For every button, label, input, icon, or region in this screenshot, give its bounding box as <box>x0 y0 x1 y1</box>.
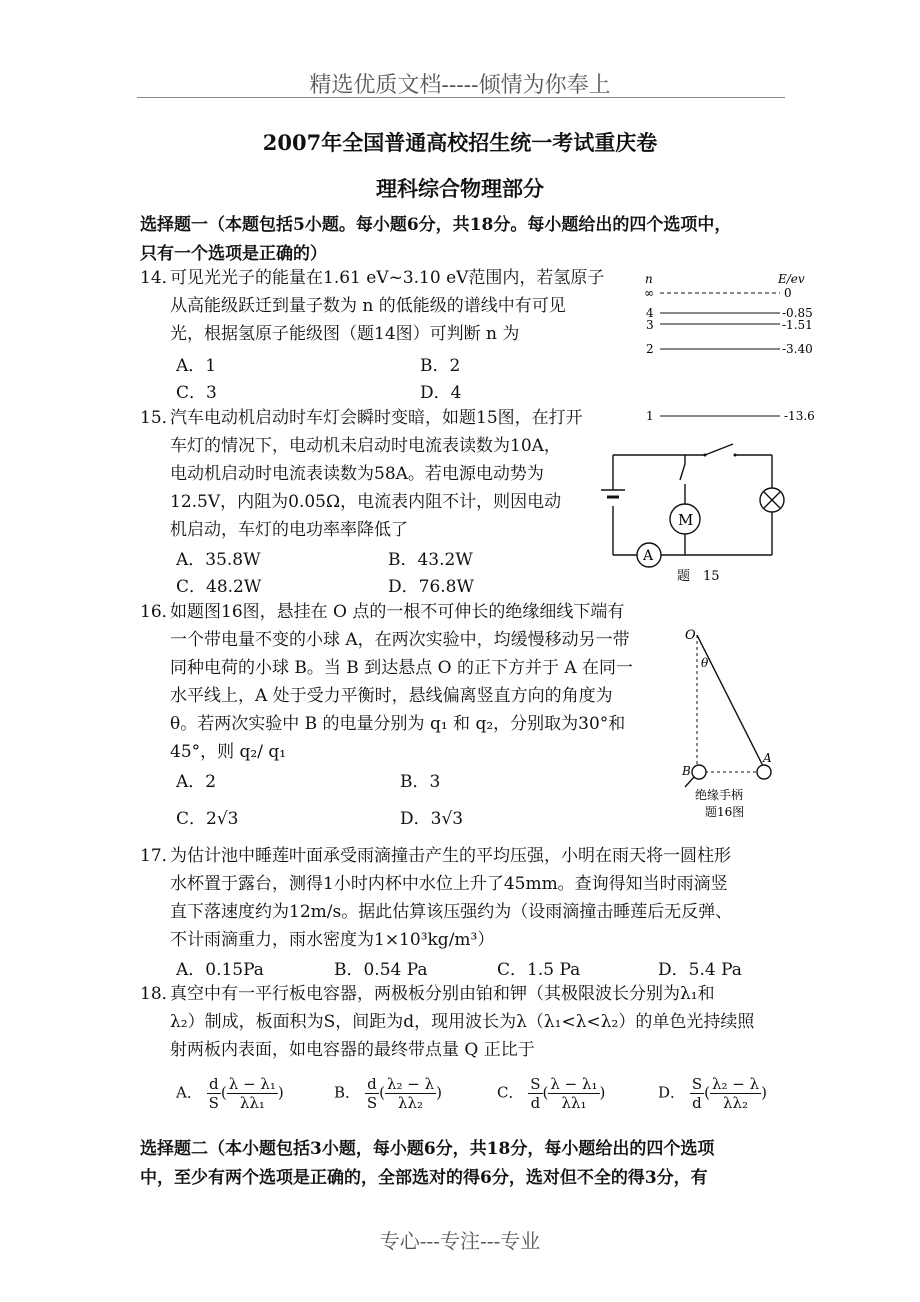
q15-line3: 电动机启动时电流表读数为58A。若电源电动势为 <box>170 464 544 484</box>
ball-a-icon <box>757 765 771 779</box>
exam-subtitle: 理科综合物理部分 <box>376 176 544 201</box>
q14-option-d: D．4 <box>420 383 462 403</box>
q15-option-d: D．76.8W <box>388 577 474 597</box>
section2-line2: 中，至少有两个选项是正确的，全部选对的得6分，选对但不全的得3分，有 <box>140 1168 708 1188</box>
energy-level-3-n: 3 <box>646 318 654 332</box>
q16-option-c: C．2√3 <box>176 809 239 829</box>
question-15 <box>140 404 640 544</box>
energy-level-diagram <box>640 268 830 428</box>
q18-a-frac1-den: S <box>208 1094 219 1112</box>
q16-option-b: B．3 <box>400 772 441 792</box>
q18-option-c: C． $\frac{S}{d}$ ( $\frac{\text{λ − λ₁}}{\text{λλ₁}}$ ) <box>497 1075 606 1112</box>
q18-c-frac2-num: λ − λ₁ <box>550 1075 598 1093</box>
q15-option-b: B．43.2W <box>388 550 473 570</box>
energy-n-label: n <box>645 272 653 286</box>
energy-level-inf-n: ∞ <box>644 286 654 300</box>
q16-line5: θ。若两次实验中 B 的电量分别为 q₁ 和 q₂，分别取为30°和 <box>170 714 626 734</box>
motor-label: M <box>678 511 694 529</box>
q18-line3: 射两板内表面，如电容器的最终带点量 Q 正比于 <box>170 1040 535 1060</box>
question-14 <box>140 264 640 348</box>
q17-number: 17． <box>140 846 179 866</box>
energy-level-4-e: -0.85 <box>782 306 813 320</box>
section1-instructions <box>140 211 785 269</box>
q17-option-d: D．5.4 Pa <box>658 960 742 980</box>
section1-line1: 选择题一（本题包括5小题。每小题6分，共18分。每小题给出的四个选项中， <box>140 215 732 235</box>
q18-c-frac1-den: d <box>530 1094 541 1112</box>
q17-option-a: A．0.15Pa <box>176 960 264 980</box>
page-header: 精选优质文档-----倾情为你奉上 <box>309 73 611 98</box>
exam-title: 2007年全国普通高校招生统一考试重庆卷 <box>262 130 658 155</box>
circuit-diagram <box>595 440 795 588</box>
ball-b-icon <box>692 765 706 779</box>
q18-b-frac1-den: S <box>366 1094 378 1112</box>
string-line <box>697 635 764 768</box>
q18-option-a: A． $\frac{d}{S}$ ( $\frac{\text{λ − λ₁}}{\text{λλ₁}}$ ) <box>176 1075 284 1112</box>
section1-line2: 只有一个选项是正确的） <box>140 244 327 264</box>
q16-line1: 如题图16图，悬挂在 O 点的一根不可伸长的绝缘细线下端有 <box>170 602 625 622</box>
q18-d-frac1-num: S <box>691 1075 703 1093</box>
q18-option-d-label: D． <box>658 1083 686 1102</box>
q18-b-frac2-den: λλ₂ <box>398 1094 424 1112</box>
ball-a-label: A <box>763 751 772 765</box>
theta-label: θ <box>701 656 709 670</box>
q15-number: 15． <box>140 408 179 428</box>
q18-option-d: D． $\frac{S}{d}$ ( $\frac{\text{λ₂ − λ}}{\text{λλ₂}}$ ) <box>658 1075 767 1112</box>
question-17 <box>140 842 790 954</box>
q16-option-a: A．2 <box>176 772 217 792</box>
energy-level-1 <box>646 409 815 423</box>
q18-b-frac1-num: d <box>365 1075 379 1094</box>
header-rule <box>137 97 785 98</box>
question-18 <box>140 980 790 1064</box>
motor-icon <box>670 504 700 534</box>
q17-line4: 不计雨滴重力，雨水密度为1×10³kg/m³） <box>170 930 495 950</box>
q15-line4: 12.5V，内阻为0.05Ω，电流表内阻不计，则因电动 <box>170 492 562 512</box>
page-footer: 专心---专注---专业 <box>379 1229 541 1253</box>
q14-line3: 光，根据氢原子能级图（题14图）可判断 n 为 <box>170 324 520 344</box>
q15-line1: 汽车电动机启动时车灯会瞬时变暗，如题15图，在打开 <box>170 408 583 428</box>
q16-line6: 45°，则 q₂/ q₁ <box>170 742 287 762</box>
q15-option-a: A．35.8W <box>176 550 261 570</box>
q14-line2: 从高能级跃迁到量子数为 n 的低能级的谱线中有可见 <box>170 296 566 316</box>
q18-d-frac2-num: λ₂ − λ <box>711 1075 760 1093</box>
q17-option-b: B．0.54 Pa <box>334 960 428 980</box>
q18-d-frac1-den: d <box>692 1094 702 1112</box>
q14-option-c: C．3 <box>176 383 217 403</box>
q15-option-c: C．48.2W <box>176 577 262 597</box>
q18-number: 18． <box>140 984 179 1004</box>
energy-e-label: E/ev <box>778 272 805 286</box>
q14-line1: 可见光光子的能量在1.61 eV~3.10 eV范围内，若氢原子 <box>170 268 605 288</box>
pendulum-diagram <box>675 625 795 825</box>
q18-option-b-label: B． <box>334 1083 361 1102</box>
lamp-icon <box>760 488 784 512</box>
energy-level-3-e: -1.51 <box>782 318 813 332</box>
energy-level-1-n: 1 <box>646 409 654 423</box>
q18-c-frac1-num: S <box>530 1075 541 1093</box>
q18-a-frac2-num: λ − λ₁ <box>228 1075 276 1093</box>
q18-d-frac2-den: λλ₂ <box>723 1094 749 1112</box>
q17-line2: 水杯置于露台，测得1小时内杯中水位上升了45mm。查询得知当时雨滴竖 <box>170 874 728 894</box>
section2-line1: 选择题二（本小题包括3小题，每小题6分，共18分，每小题给出的四个选项 <box>140 1139 715 1159</box>
point-o-label: O <box>685 628 696 643</box>
energy-level-1-e: -13.6 <box>784 409 815 423</box>
energy-level-2-e: -3.40 <box>782 342 813 356</box>
pendulum-caption: 题16图 <box>705 805 745 819</box>
q17-line3: 直下落速度约为12m/s。据此估算该压强约为（设雨滴撞击睡莲后无反弹、 <box>170 902 733 922</box>
q18-line1: 真空中有一平行板电容器，两极板分别由铂和钾（其极限波长分别为λ₁和 <box>170 984 715 1004</box>
energy-level-2-n: 2 <box>646 342 654 356</box>
q16-line3: 同种电荷的小球 B。当 B 到达悬点 O 的正下方并于 A 在同一 <box>170 658 634 678</box>
q18-c-frac2-den: λλ₁ <box>561 1094 587 1112</box>
q16-line2: 一个带电量不变的小球 A，在两次实验中，均缓慢移动另一带 <box>170 630 630 650</box>
ammeter-label: A <box>643 548 654 564</box>
energy-level-inf-e: 0 <box>784 286 792 300</box>
q18-option-a-label: A． <box>176 1083 202 1102</box>
energy-level-4-n: 4 <box>646 306 654 320</box>
q15-line2: 车灯的情况下，电动机未启动时电流表读数为10A， <box>170 436 561 456</box>
q16-line4: 水平线上，A 处于受力平衡时，悬线偏离竖直方向的角度为 <box>170 686 613 706</box>
q18-b-frac2-num: λ₂ − λ <box>386 1075 435 1093</box>
q18-line2: λ₂）制成，板面积为S，间距为d，现用波长为λ（λ₁<λ<λ₂）的单色光持续照 <box>170 1012 755 1032</box>
q14-number: 14． <box>140 268 179 288</box>
q18-a-frac2-den: λλ₁ <box>239 1094 265 1112</box>
q14-option-b: B．2 <box>420 356 461 376</box>
ball-b-label: B <box>682 764 691 778</box>
q18-option-b: B． $\frac{d}{S}$ ( $\frac{\text{λ₂ − λ}}{\text{λλ₂}}$ ) <box>334 1075 442 1112</box>
q15-line5: 机启动，车灯的电功率率降低了 <box>170 520 408 540</box>
energy-level-2 <box>646 342 813 356</box>
q16-number: 16． <box>140 602 179 622</box>
energy-level-inf <box>644 286 792 300</box>
q18-a-frac1-num: d <box>207 1075 221 1094</box>
q17-line1: 为估计池中睡莲叶面承受雨滴撞击产生的平均压强，小明在雨天将一圆柱形 <box>170 846 731 866</box>
circuit-caption: 题 15 <box>677 569 720 584</box>
q16-option-d: D．3√3 <box>400 809 464 829</box>
q18-option-c-label: C． <box>497 1083 524 1102</box>
handle-label: 绝缘手柄 <box>695 788 744 802</box>
q14-option-a: A．1 <box>176 356 217 376</box>
q17-option-c: C．1.5 Pa <box>497 960 581 980</box>
section2-instructions <box>140 1135 785 1193</box>
ammeter-icon <box>637 543 661 567</box>
energy-level-3 <box>646 318 813 332</box>
question-16 <box>140 598 700 766</box>
insulated-handle-icon <box>685 777 694 787</box>
